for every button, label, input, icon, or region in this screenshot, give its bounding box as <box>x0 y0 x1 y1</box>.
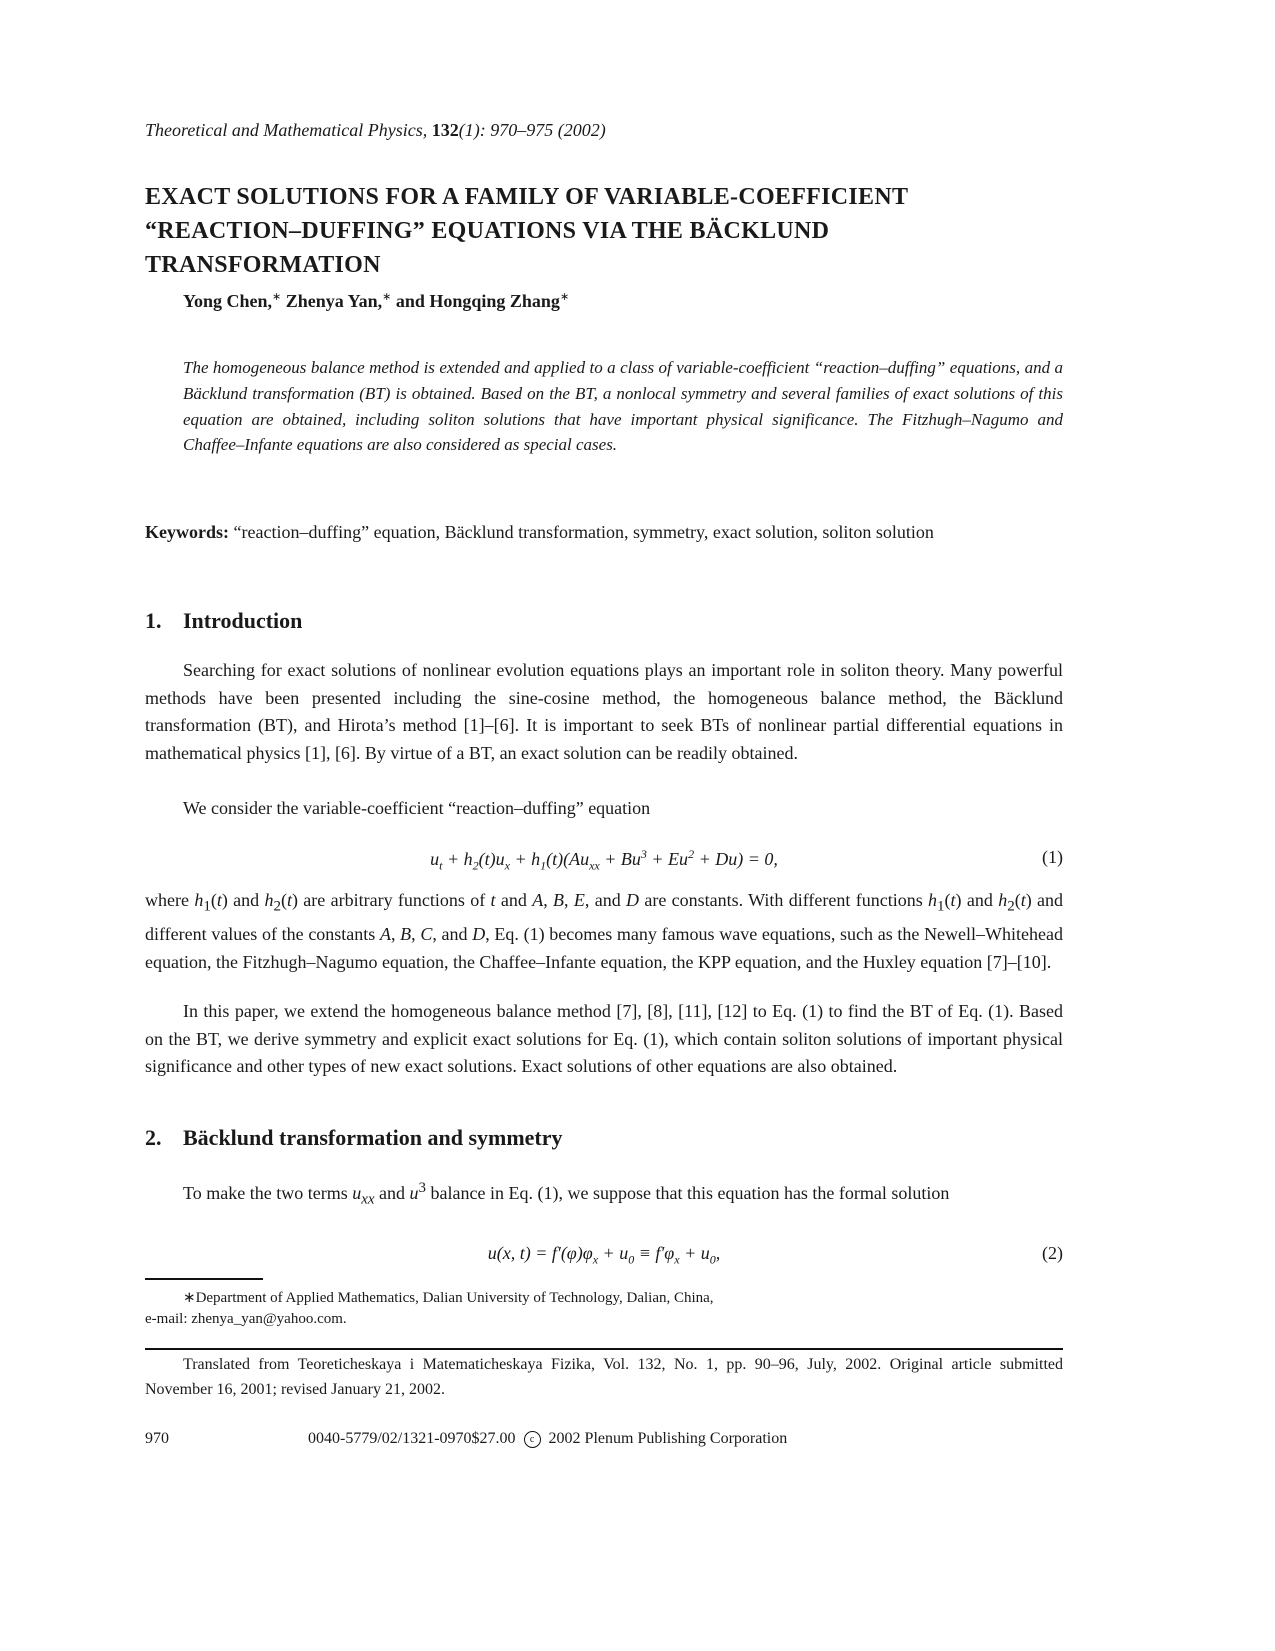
paper-title <box>145 180 1063 282</box>
title-line: EXACT SOLUTIONS FOR A FAMILY OF VARIABLE-COEFFICIENT <box>145 184 909 210</box>
equation-2 <box>145 1243 1063 1271</box>
title-line: “REACTION–DUFFING” EQUATIONS VIA THE BÄCKLUND <box>145 218 830 244</box>
section-title: Introduction <box>183 608 303 633</box>
paragraph: where $h_1(t)$ and $h_2(t)$ are arbitrary functions of t and A, B, E, and D are constants. With different functions $h_1(t)$ and $h_2(t)$ and different values of the constants A, B, C, and D, Eq. (1) becomes many famous wave equations, such as the Newell–Whitehead equation, the Fitzhugh–Nagumo equation, the Chaffee–Infante equation, the KPP equation, and the Huxley equation [7]–[10]. <box>145 890 1064 972</box>
journal-issue-pages: (1): 970–975 (2002) <box>458 120 606 140</box>
keywords <box>145 520 1063 544</box>
affiliation-mark: ∗ <box>382 291 392 303</box>
copyright-text: 2002 Plenum Publishing Corporation <box>548 1430 788 1447</box>
paragraph: Searching for exact solutions of nonlinear evolution equations plays an important role in soliton theory. Many powerful methods have been presented including the sine-cosine method, the homogeneous balance method, the Bäcklund transformation (BT), and Hirota’s method [1]–[6]. It is important to seek BTs of nonlinear partial differential equations in mathematical physics [1], [6]. By virtue of a BT, an exact solution can be readily obtained. <box>145 660 1063 763</box>
section-title: Bäcklund transformation and symmetry <box>183 1125 563 1150</box>
author-name: and Hongqing Zhang <box>395 291 560 311</box>
copyright-line <box>308 1430 787 1448</box>
page-number: 970 <box>145 1430 169 1447</box>
journal-volume: 132 <box>431 120 459 140</box>
footnote-line: ∗Department of Applied Mathematics, Dalian University of Technology, Dalian, China, <box>183 1290 714 1306</box>
copyright-icon: c <box>524 1431 541 1448</box>
section-heading-backlund <box>145 1125 563 1151</box>
section-number: 2. <box>145 1125 162 1150</box>
equation-number: (1) <box>1042 847 1063 867</box>
paragraph: To make the two terms $u_{xx}$ and $u^3$ balance in Eq. (1), we suppose that this equation has the formal solution <box>183 1180 950 1208</box>
affiliation-mark: ∗ <box>272 291 282 303</box>
author-name: Yong Chen, <box>183 291 273 311</box>
paragraph: In this paper, we extend the homogeneous balance method [7], [8], [11], [12] to Eq. (1) to find the BT of Eq. (1). Based on the BT, we derive symmetry and explicit exact solutions for Eq. (1), which contain soliton solutions of important physical significance and other types of new exact solutions. Exact solutions of other equations are also obtained. <box>145 1001 1063 1076</box>
section-heading-introduction <box>145 608 302 634</box>
translation-note: Translated from Teoreticheskaya i Matematicheskaya Fizika, Vol. 132, No. 1, pp. 90–96, July, 2002. Original article submitted November 16, 2001; revised January 21, 2002. <box>145 1356 1063 1398</box>
abstract: The homogeneous balance method is extended and applied to a class of variable-coefficient “reaction–duffing” equations, and a Bäcklund transformation (BT) is obtained. Based on the BT, a nonlocal symmetry and several families of exact solutions of this equation are obtained, including soliton solutions that have important physical significance. The Fitzhugh–Nagumo and Chaffee–Infante equations are also considered as special cases. <box>183 358 1063 455</box>
footnote-email: e-mail: zhenya_yan@yahoo.com. <box>145 1311 347 1327</box>
journal-citation <box>145 120 606 141</box>
affiliation-mark: ∗ <box>559 291 570 303</box>
affiliation-footnote <box>145 1288 714 1330</box>
equation-expression: u(x, $t) = f'(\varphi)\varphi_x + u_0 \equiv f'\varphi_x + u_0$, <box>487 1243 721 1267</box>
translation-divider <box>145 1348 1063 1350</box>
equation-1 <box>145 847 1063 875</box>
keywords-text: “reaction–duffing” equation, Bäcklund transformation, symmetry, exact solution, soliton solution <box>233 522 934 542</box>
journal-name: Theoretical and Mathematical Physics, <box>145 120 428 140</box>
keywords-label: Keywords: <box>145 522 229 542</box>
section-number: 1. <box>145 608 162 633</box>
author-list <box>183 290 569 312</box>
equation-number: (2) <box>1042 1243 1063 1263</box>
paragraph: We consider the variable-coefficient “reaction–duffing” equation <box>183 798 651 818</box>
author-name: Zhenya Yan, <box>285 291 383 311</box>
footnote-divider <box>145 1278 263 1280</box>
issn-price: 0040-5779/02/1321-0970$27.00 <box>308 1430 516 1447</box>
equation-expression: $u_t + h_2(t)u_x + h_1(t)(Au_{xx} + Bu^3 + Eu^2 + Du) = 0$, <box>430 847 778 873</box>
title-line: TRANSFORMATION <box>145 252 381 278</box>
